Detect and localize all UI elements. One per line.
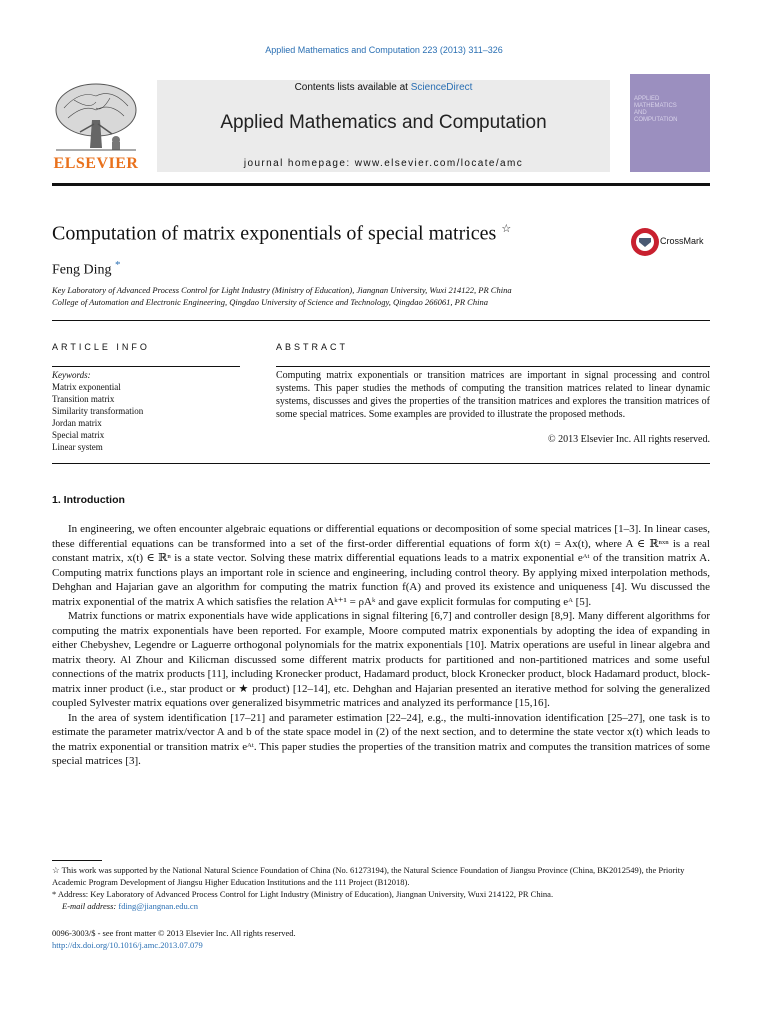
- footnotes: [52, 864, 710, 912]
- keywords-list: [52, 369, 143, 453]
- journal-title: Applied Mathematics and Computation: [220, 112, 547, 133]
- keyword-item: Jordan matrix: [52, 418, 102, 428]
- abstract-text: Computing matrix exponentials or transition matrices are important in signal processing and control systems. This paper studies the methods of computing the transition matrices related to linear dynamic systems, discusses and gives the properties of the transition matrices and explores the transition matrices of some special matrices. Some examples are provided to illustrate the proposed methods.: [276, 370, 710, 420]
- title-footnote-mark[interactable]: ☆: [501, 223, 512, 235]
- tree-icon: [50, 80, 142, 154]
- affiliation-1: Key Laboratory of Advanced Process Control for Light Industry (Ministry of Education), Jiangnan University, Wuxi 214122, PR China: [52, 285, 512, 295]
- keyword-item: Special matrix: [52, 430, 105, 440]
- introduction-body: [52, 522, 710, 769]
- doi-link[interactable]: http://dx.doi.org/10.1016/j.amc.2013.07.079: [52, 940, 203, 950]
- affiliation-rule: [52, 320, 710, 321]
- header-rule: [52, 183, 710, 186]
- keyword-item: Transition matrix: [52, 394, 115, 404]
- front-matter: [52, 927, 296, 951]
- cover-line: APPLIED: [634, 96, 660, 102]
- cover-line: MATHEMATICS: [634, 103, 677, 109]
- abstract-copyright: © 2013 Elsevier Inc. All rights reserved.: [547, 434, 710, 445]
- publisher-wordmark: ELSEVIER: [53, 155, 139, 172]
- contents-prefix: Contents lists available at: [294, 82, 411, 93]
- section-heading: 1. Introduction: [52, 494, 125, 506]
- abstract-bottom-rule: [52, 463, 710, 464]
- contents-line: [157, 82, 610, 93]
- issn-line: 0096-3003/$ - see front matter © 2013 Elsevier Inc. All rights reserved.: [52, 928, 296, 938]
- paragraph: In the area of system identification [17–21] and parameter estimation [22–24], e.g., the multi-innovation identification [25–27], one task is to estimate the parameter matrix/vector A and b of the state space model in (2) of the next section, and to determine the state vector x(t) which leads to the matrix exponential or transition matrix eᴬᵗ. This paper studies the properties of the transition matrix and computes the transition matrices of some special matrices [3].: [52, 711, 710, 767]
- footnote-rule: [52, 860, 102, 861]
- abstract-rule: [276, 366, 710, 367]
- title-text: Computation of matrix exponentials of special matrices: [52, 222, 497, 245]
- sciencedirect-link[interactable]: ScienceDirect: [410, 82, 473, 93]
- abstract-heading: ABSTRACT: [276, 342, 349, 352]
- article-info-heading: ARTICLE INFO: [52, 342, 150, 352]
- cover-line: AND: [634, 110, 647, 116]
- journal-homepage[interactable]: journal homepage: www.elsevier.com/locate/amc: [243, 158, 524, 169]
- keywords-rule: [52, 366, 240, 367]
- paragraph: In engineering, we often encounter algebraic equations or differential equations or decomposition of some special matrices [1–3]. In linear cases, these differential equations can be transformed into a set of the first-order differential equations of form ẋ(t) = Ax(t), where A ∈ ℝⁿˣⁿ is a real constant matrix, x(t) ∈ ℝⁿ is a state vector. Solving these matrix differential equations leads to a matrix exponential eᴬᵗ of the transition matrix A. Computing matrix functions plays an important role in science and engineering, including control theory. By applying mixed interpolation methods, Dehghan and Hajarian gave an algorithm for computing the matrix function f(A) and proved its existence and uniqueness [4]. Wu discussed the matrix exponential of the matrix A which satisfies the relation Aᵏ⁺¹ = ρAᵏ and gave explicit formulas for computing eᴬ [5].: [52, 523, 710, 608]
- journal-reference[interactable]: Applied Mathematics and Computation 223 (2013) 311–326: [265, 45, 503, 55]
- keywords-label: Keywords:: [52, 370, 91, 380]
- crossmark-label: CrossMark: [660, 236, 704, 246]
- crossmark-icon: [630, 227, 660, 257]
- author-footnote-mark[interactable]: *: [115, 259, 121, 271]
- keyword-item: Matrix exponential: [52, 382, 121, 392]
- affiliation-2: College of Automation and Electronic Engineering, Qingdao University of Science and Technology, Qingdao 266061, PR China: [52, 297, 488, 307]
- author-text: Feng Ding: [52, 262, 112, 278]
- email-label: E-mail address:: [62, 901, 119, 911]
- funding-footnote: ☆ This work was supported by the National Natural Science Foundation of China (No. 61273194), the Natural Science Foundation of Jiangsu Province (China, BK2012549), the Priority Academic Program Development of Jiangsu Higher Education Institutions and the 111 Project (B12018).: [52, 865, 685, 887]
- paragraph: Matrix functions or matrix exponentials have wide applications in signal filtering [6,7] and controller design [8,9]. Many different algorithms for computing the matrix exponentials have been reported. For example, Moore computed matrix exponentials by adopting the idea of expanding in either Chebyshev, Legendre or Laguerre orthogonal polynomials for the matrix exponentials [10]. Matrix operations are useful in linear algebra and matrix theory. Al Zhour and Kilicman discussed some different matrix products for partitioned and non-partitioned matrices and some useful connections of the matrix products [11], including Kronecker product, Hadamard product, block Kronecker product, block Hadamard product, block-matrix inner product (i.e., star product or ★ product) [12–14], etc. Dehghan and Hajarian presented an iterative method for solving the generalized coupled Sylvester matrix equations over generalized bisymmetric matrices and analyzed its performance [15,16].: [52, 610, 710, 709]
- email-footnote: [52, 900, 710, 912]
- email-link[interactable]: fding@jiangnan.edu.cn: [118, 901, 198, 911]
- author-name: [52, 259, 121, 279]
- cover-line: COMPUTATION: [634, 117, 678, 123]
- article-title: [52, 222, 511, 246]
- cover-title: [634, 96, 706, 124]
- keyword-item: Linear system: [52, 442, 103, 452]
- keyword-item: Similarity transformation: [52, 406, 144, 416]
- address-footnote: * Address: Key Laboratory of Advanced Process Control for Light Industry (Ministry of Education), Jiangnan University, Wuxi 214122, PR China.: [52, 889, 554, 899]
